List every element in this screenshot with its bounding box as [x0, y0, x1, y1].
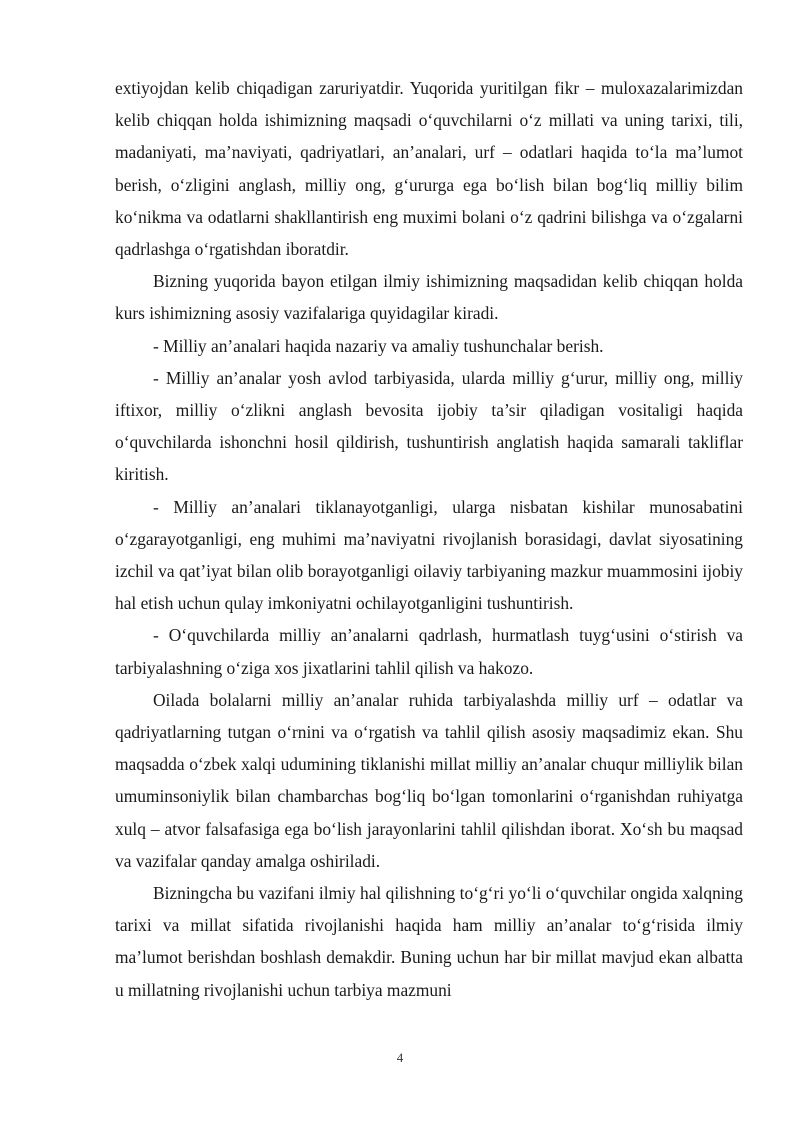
paragraph-2: Bizning yuqorida bayon etilgan ilmiy ishimizning maqsadidan kelib chiqqan holda kurs ishimizning asosiy vazifalariga quyidagilar kiradi.: [115, 271, 743, 324]
list-item-2: - Milliy an’analar yosh avlod tarbiyasida, ularda milliy g‘urur, milliy ong, milliy iftixor, milliy o‘zlikni anglash bevosita ijobiy ta’sir qiladigan vositaligi haqida o‘quvchilarda ishonchni hosil qildirish, tushuntirish anglatish haqida samarali takliflar kiritish.: [115, 367, 743, 485]
page-number: 4: [396, 1050, 404, 1065]
paragraph-1: extiyojdan kelib chiqadigan zaruriyatdir. Yuqorida yuritilgan fikr – muloxazalarimizdan kelib chiqqan holda ishimizning maqsadi o‘quvchilarni o‘z millati va uning tarixi, tili, madaniyati, ma’naviyati, qadriyatlari, an’analari, urf – odatlari haqida to‘la ma’lumot berish, o‘zligini anglash, milliy ong, g‘ururga ega bo‘lish bilan bog‘liq milliy bilim ko‘nikma va odatlarni shakllantirish eng muximi bolani o‘z qadrini bilishga va o‘zgalarni qadrlashga o‘rgatishdan iboratdir.: [115, 78, 743, 260]
paragraph-4: Bizningcha bu vazifani ilmiy hal qilishning to‘g‘ri yo‘li o‘quvchilar ongida xalqning tarixi va millat sifatida rivojlanishi haqida ham milliy an’analar to‘g‘risida ilmiy ma’lumot berishdan boshlash demakdir. Buning uchun har bir millat mavjud ekan albatta u millatning rivojlanishi uchun tarbiya mazmuni: [115, 883, 743, 1000]
list-item-4: - O‘quvchilarda milliy an’analarni qadrlash, hurmatlash tuyg‘usini o‘stirish va tarbiyalashning o‘ziga xos jixatlarini tahlil qilish va hakozo.: [115, 625, 743, 678]
document-page: [115, 72, 743, 1006]
list-item-1: - Milliy an’analari haqida nazariy va amaliy tushunchalar berish.: [153, 335, 604, 356]
list-item-3: - Milliy an’analari tiklanayotganligi, ularga nisbatan kishilar munosabatini o‘zgarayotganligi, eng muhimi ma’naviyatni rivojlanish borasidagi, davlat siyosatining izchil va qat’iyat bilan olib borayotganligi oilaviy tarbiyaning mazkur muammosini ijobiy hal etish uchun qulay imkoniyatni ochilayotganligini tushuntirish.: [115, 496, 743, 614]
paragraph-3: Oilada bolalarni milliy an’analar ruhida tarbiyalashda milliy urf – odatlar va qadriyatlarning tutgan o‘rnini va o‘rgatish va tahlil qilish asosiy maqsadimiz ekan. Shu maqsadda o‘zbek xalqi udumining tiklanishi millat milliy an’analar chuqur milliylik bilan umuminsoniylik bilan chambarchas bog‘liq bo‘lgan tomonlarini o‘rganishdan ruhiyatga xulq – atvor falsafasiga ega bo‘lish jarayonlarini tahlil qilishdan iborat. Xo‘sh bu maqsad va vazifalar qanday amalga oshiriladi.: [115, 689, 743, 871]
